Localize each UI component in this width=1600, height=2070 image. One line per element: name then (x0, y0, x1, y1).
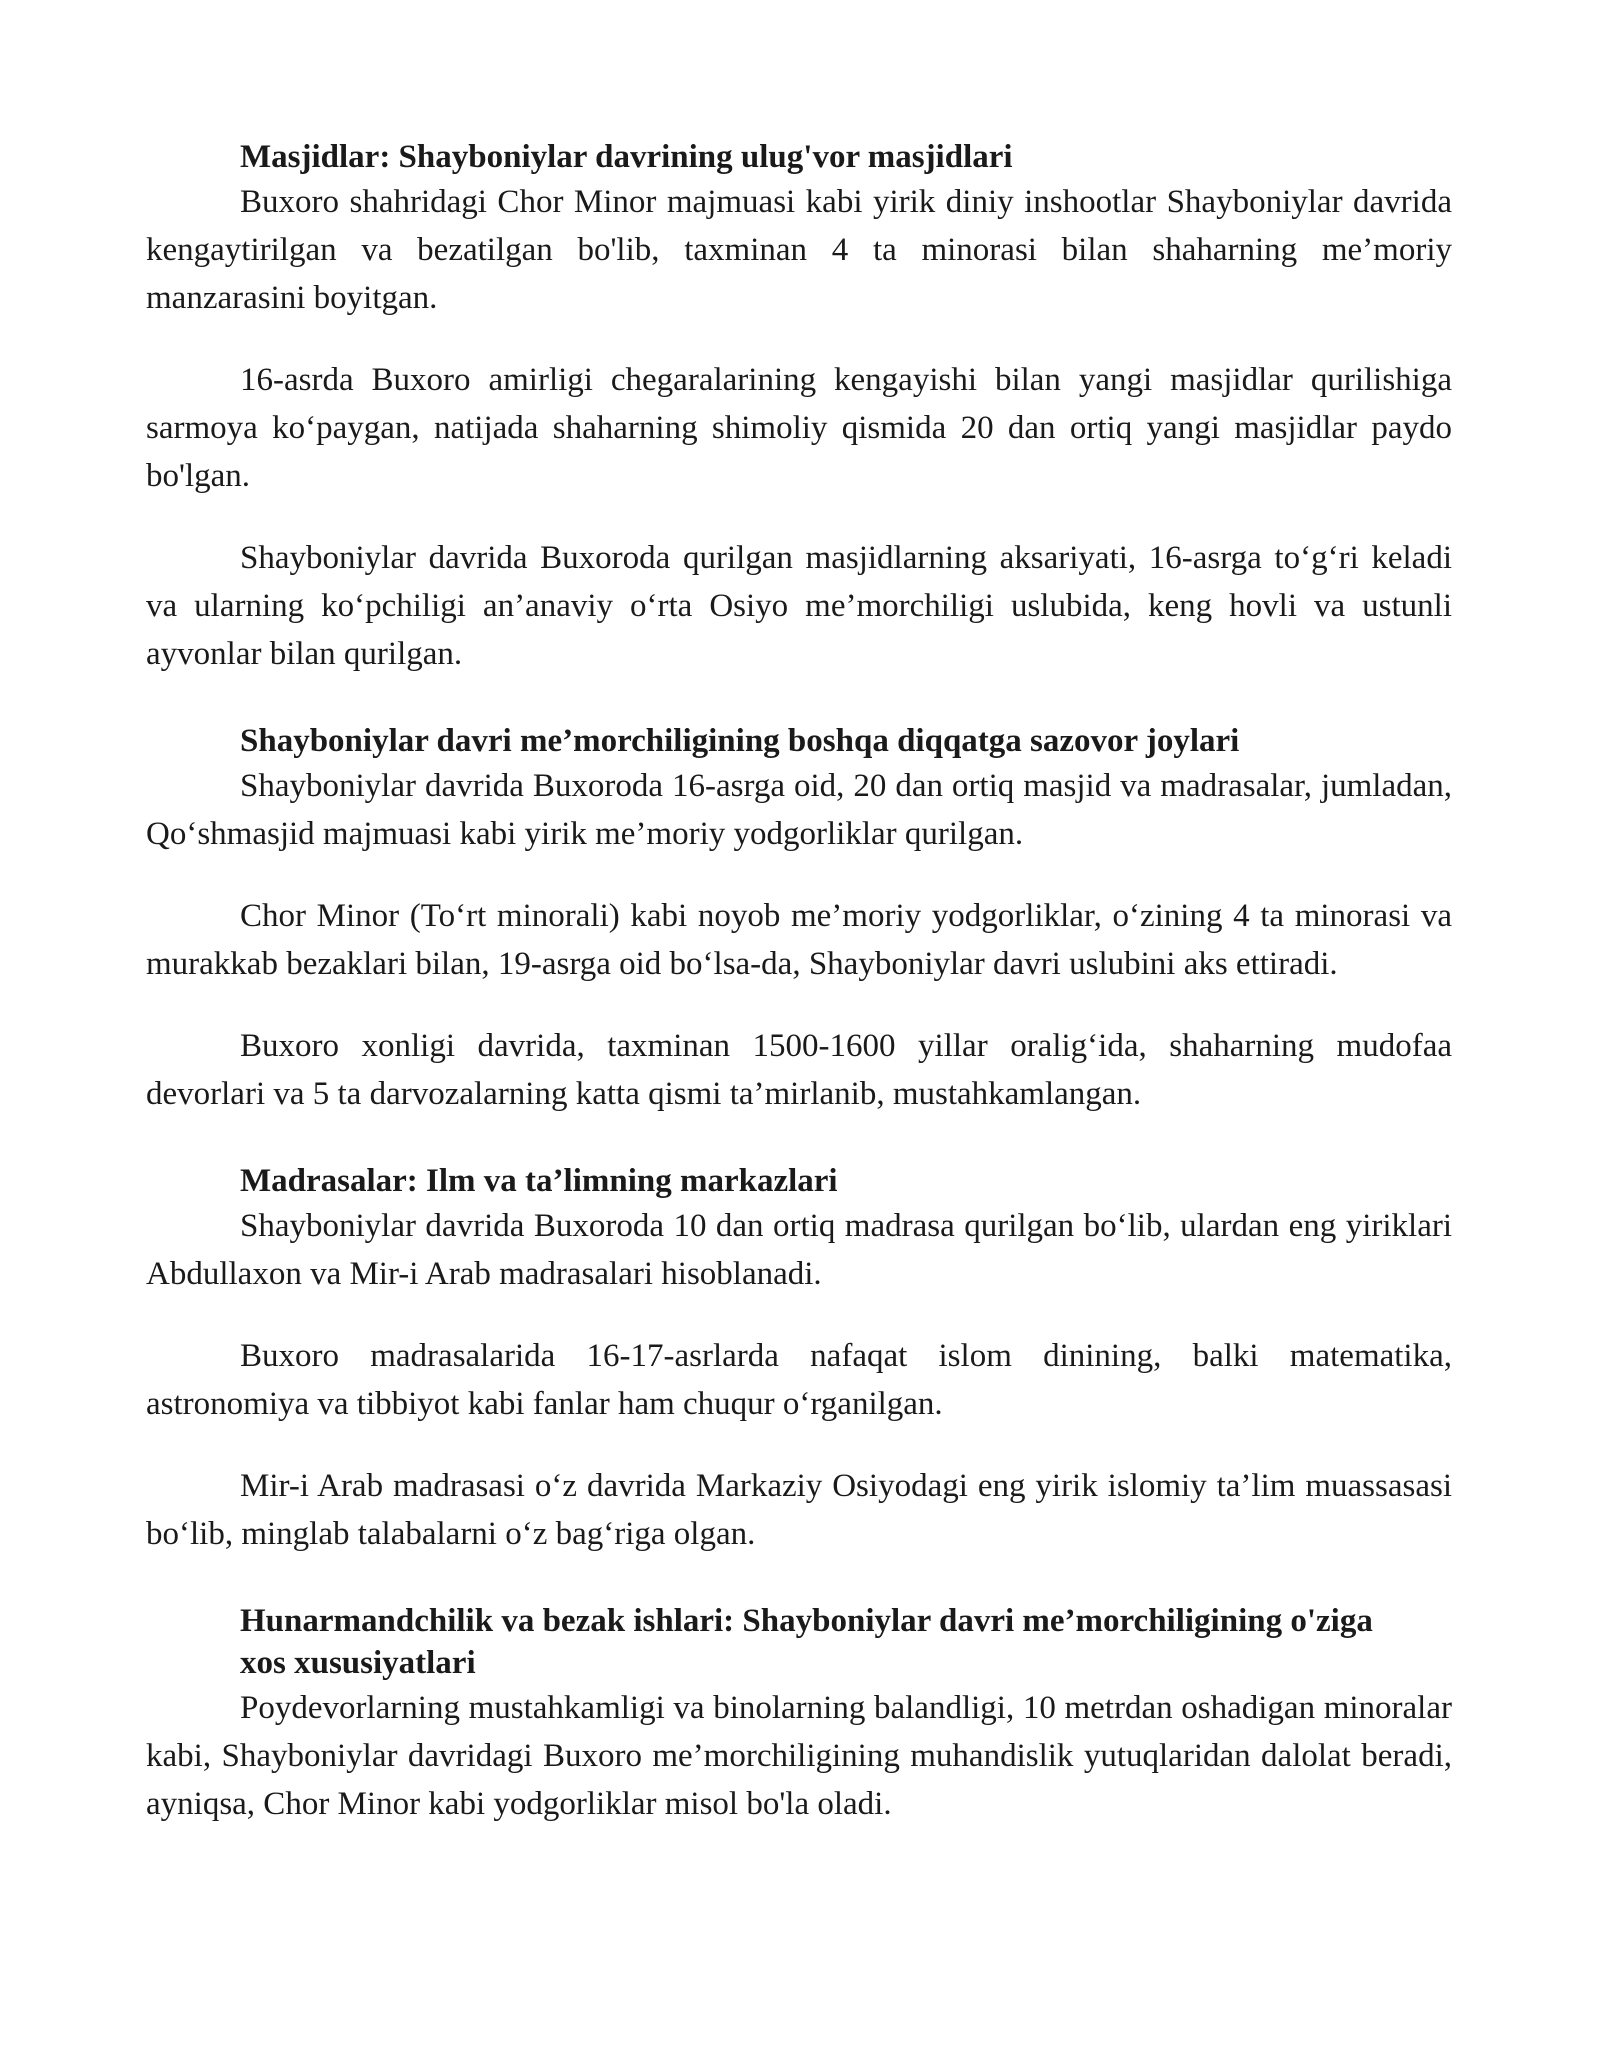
section-heading: Madrasalar: Ilm va ta’limning markazlari (240, 1163, 838, 1199)
paragraph: Buxoro shahridagi Chor Minor majmuasi kabi yirik diniy inshootlar Shayboniylar davrida kengaytirilgan va bezatilgan bo'lib, taxminan 4 ta minorasi bilan shaharning me’moriy manzarasini boyitgan. (146, 184, 1452, 316)
section-hunarmandchilik (146, 1600, 1452, 1828)
document-page (146, 136, 1452, 1828)
paragraph: 16-asrda Buxoro amirligi chegaralarining kengayishi bilan yangi masjidlar qurilishiga sarmoya ko‘paygan, natijada shaharning shimoliy qismida 20 dan ortiq yangi masjidlar paydo bo'lgan. (146, 362, 1452, 494)
section-heading: Masjidlar: Shayboniylar davrining ulug'vor masjidlari (240, 139, 1013, 175)
paragraph: Mir-i Arab madrasasi o‘z davrida Markaziy Osiyodagi eng yirik islomiy ta’lim muassasasi bo‘lib, minglab talabalarni o‘z bag‘riga olgan. (146, 1468, 1452, 1552)
section-madrasalar (146, 1160, 1452, 1558)
paragraph: Shayboniylar davrida Buxoroda 16-asrga oid, 20 dan ortiq masjid va madrasalar, jumladan, Qo‘shmasjid majmuasi kabi yirik me’moriy yodgorliklar qurilgan. (146, 768, 1452, 852)
paragraph: Poydevorlarning mustahkamligi va binolarning balandligi, 10 metrdan oshadigan minoralar kabi, Shayboniylar davridagi Buxoro me’morchiligining muhandislik yutuqlaridan dalolat beradi, ayniqsa, Chor Minor kabi yodgorliklar misol bo'la oladi. (146, 1690, 1452, 1822)
section-heading: Shayboniylar davri me’morchiligining boshqa diqqatga sazovor joylari (240, 723, 1240, 759)
section-heading: Hunarmandchilik va bezak ishlari: Shayboniylar davri me’morchiligining o'ziga xos xususiyatlari (240, 1603, 1373, 1681)
section-boshqa-joylar (146, 720, 1452, 1118)
paragraph: Buxoro madrasalarida 16-17-asrlarda nafaqat islom dinining, balki matematika, astronomiya va tibbiyot kabi fanlar ham chuqur o‘rganilgan. (146, 1338, 1452, 1422)
paragraph: Buxoro xonligi davrida, taxminan 1500-1600 yillar oralig‘ida, shaharning mudofaa devorlari va 5 ta darvozalarning katta qismi ta’mirlanib, mustahkamlangan. (146, 1028, 1452, 1112)
paragraph: Shayboniylar davrida Buxoroda 10 dan ortiq madrasa qurilgan bo‘lib, ulardan eng yiriklari Abdullaxon va Mir-i Arab madrasalari hisoblanadi. (146, 1208, 1452, 1292)
section-masjidlar (146, 136, 1452, 678)
paragraph: Chor Minor (To‘rt minorali) kabi noyob me’moriy yodgorliklar, o‘zining 4 ta minorasi va murakkab bezaklari bilan, 19-asrga oid bo‘lsa-da, Shayboniylar davri uslubini aks ettiradi. (146, 898, 1452, 982)
paragraph: Shayboniylar davrida Buxoroda qurilgan masjidlarning aksariyati, 16-asrga to‘g‘ri keladi va ularning ko‘pchiligi an’anaviy o‘rta Osiyo me’morchiligi uslubida, keng hovli va ustunli ayvonlar bilan qurilgan. (146, 540, 1452, 672)
